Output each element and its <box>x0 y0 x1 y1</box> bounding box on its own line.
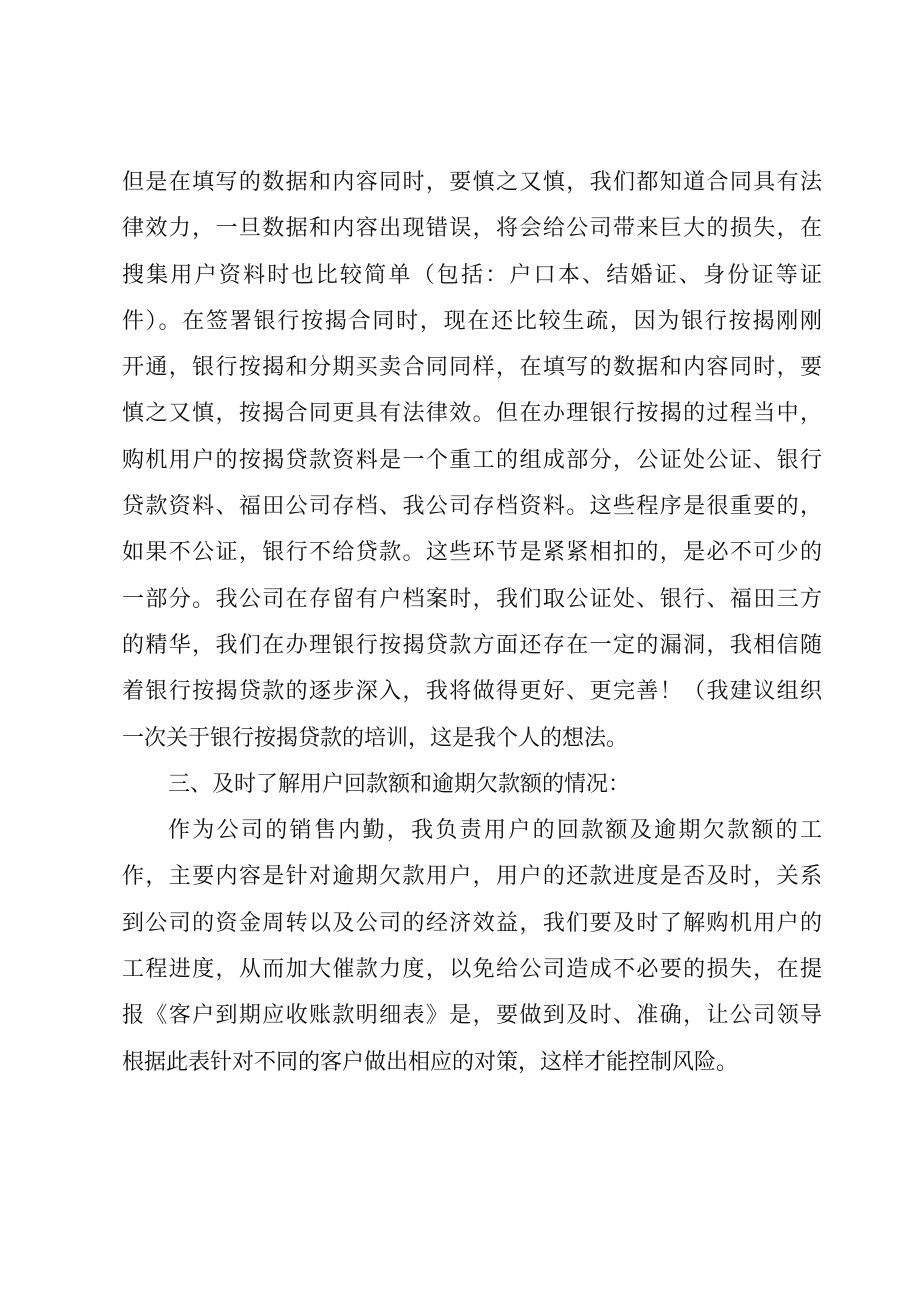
paragraph-contract-process <box>122 160 822 762</box>
heading-line: 三、及时了解用户回款额和逾期欠款额的情况： <box>168 771 631 797</box>
text-line: 件）。在签署银行按揭合同时，现在还比较生疏，因为银行按揭刚刚 <box>122 308 822 334</box>
text-line: 报《客户到期应收账款明细表》是，要做到及时、准确，让公司领导 <box>122 1003 822 1029</box>
text-line: 工程进度，从而加大催款力度，以免给公司造成不必要的损失，在提 <box>122 957 822 983</box>
text-line: 开通，银行按揭和分期买卖合同同样，在填写的数据和内容同时，要 <box>122 355 822 381</box>
text-line: 根据此表针对不同的客户做出相应的对策，这样才能控制风险。 <box>122 1049 739 1075</box>
document-body <box>122 160 822 1086</box>
text-line: 贷款资料、福田公司存档、我公司存档资料。这些程序是很重要的， <box>122 494 822 520</box>
text-line: 律效力，一旦数据和内容出现错误，将会给公司带来巨大的损失，在 <box>122 216 822 242</box>
text-line: 着银行按揭贷款的逐步深入，我将做得更好、更完善！（我建议组织 <box>122 679 822 705</box>
text-line: 的精华，我们在办理银行按揭贷款方面还存在一定的漏洞，我相信随 <box>122 632 822 658</box>
section-heading-3 <box>122 762 822 808</box>
text-line: 一部分。我公司在存留有户档案时，我们取公证处、银行、福田三方 <box>122 586 822 612</box>
text-line: 如果不公证，银行不给贷款。这些环节是紧紧相扣的，是必不可少的 <box>122 540 822 566</box>
text-line: 作为公司的销售内勤，我负责用户的回款额及逾期欠款额的工 <box>168 818 822 844</box>
text-line: 作，主要内容是针对逾期欠款用户，用户的还款进度是否及时，关系 <box>122 864 822 890</box>
text-line: 购机用户的按揭贷款资料是一个重工的组成部分，公证处公证、银行 <box>122 447 822 473</box>
text-line: 但是在填写的数据和内容同时，要慎之又慎，我们都知道合同具有法 <box>122 170 822 195</box>
text-line: 一次关于银行按揭贷款的培训，这是我个人的想法。 <box>122 725 629 751</box>
text-line: 到公司的资金周转以及公司的经济效益，我们要及时了解购机用户的 <box>122 910 822 936</box>
text-line: 慎之又慎，按揭合同更具有法律效。但在办理银行按揭的过程当中， <box>122 401 822 427</box>
paragraph-receivables <box>122 808 822 1086</box>
text-line: 搜集用户资料时也比较简单（包括：户口本、结婚证、身份证等证 <box>122 262 822 288</box>
